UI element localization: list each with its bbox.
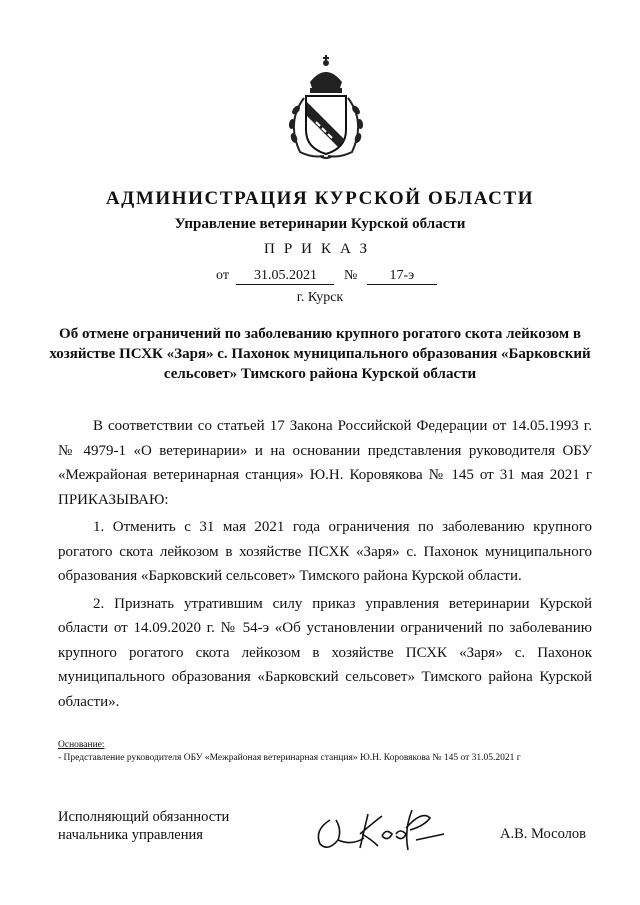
document-number: 17-э [367,268,437,285]
signer-position [58,808,229,844]
order-title: Об отмене ограничений по заболеванию крупного рогатого скота лейкозом в хозяйстве ПСХК «Заря» с. Пахонок муниципального образования «Барковский сельсовет» Тимского района Курской области [49,326,591,382]
basis-section [58,739,521,765]
order-body [58,414,592,717]
document-type: ПРИКАЗ [264,241,376,257]
number-prefix: № [343,268,358,283]
basis-line: - Представление руководителя ОБУ «Межрайоная ветеринарная станция» Ю.Н. Коровякова № 145 от 31.05.2021 г [58,753,521,763]
date-number-line [216,268,437,285]
date-prefix: от [216,268,229,283]
order-item-2: 2. Признать утратившим силу приказ управления ветеринарии Курской области от 14.09.2020 г. № 54-э «Об установлении ограничений по заболеванию крупного рогатого скота лейкозом в хозяйстве ПСХК «Заря» с. Пахонок муниципального образования «Барковский сельсовет» Тимского района Курской области». [58,595,592,710]
organization-title: АДМИНИСТРАЦИЯ КУРСКОЙ ОБЛАСТИ [105,188,535,209]
position-line-1: Исполняющий обязанности [58,809,230,825]
document-date: 31.05.2021 [236,268,334,285]
city: г. Курск [296,290,344,305]
signer-name: А.В. Мосолов [500,826,586,842]
department-name: Управление ветеринарии Курской области [174,216,466,232]
basis-heading: Основание: [58,740,105,750]
preamble-paragraph: В соответствии со статьей 17 Закона Российской Федерации от 14.05.1993 г. № 4979-1 «О ветеринарии» и на основании представления руководителя ОБУ «Межрайоная ветеринарная станция» Ю.Н. Коровякова № 145 от 31 мая 2021 г ПРИКАЗЫВАЮ: [58,418,592,508]
position-line-2: начальника управления [58,827,203,843]
order-item-1: 1. Отменить с 31 мая 2021 года ограничения по заболеванию крупного рогатого скота лейкозом в хозяйстве ПСХК «Заря» с. Пахонок муниципального образования «Барковский сельсовет» Тимского района Курской области. [58,519,592,584]
coat-of-arms-icon [276,52,376,162]
handwritten-signature-icon [312,800,452,860]
